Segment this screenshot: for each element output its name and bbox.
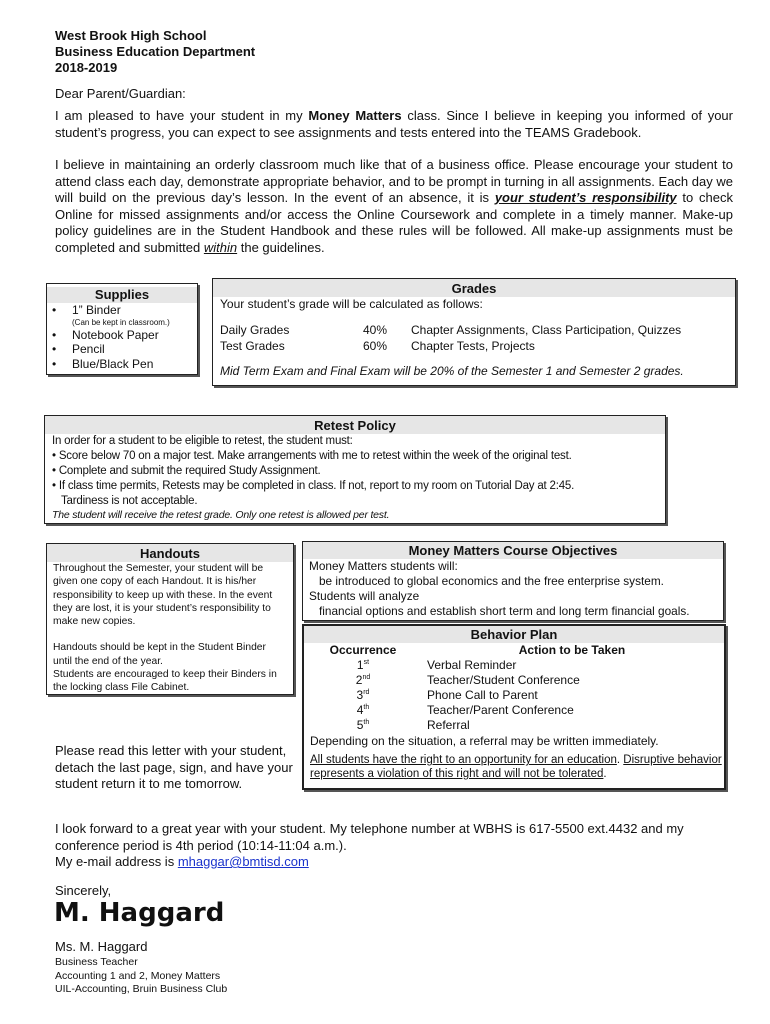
supply-item: • Pencil: [52, 342, 197, 357]
handouts-p3: Students are encouraged to keep their Binders in the locking class File Cabinet.: [53, 669, 277, 694]
department-name: Business Education Department: [55, 44, 256, 59]
grades-title: Grades: [213, 279, 735, 297]
retest-box: [44, 415, 666, 524]
objectives-box: [302, 541, 724, 621]
behavior-row: 5th Referral: [356, 718, 470, 732]
course-name: Money Matters: [308, 108, 402, 123]
signature: M. Haggard: [54, 898, 225, 928]
retest-title: Retest Policy: [45, 416, 665, 434]
responsibility-emphasis: your student’s responsibility: [494, 190, 677, 205]
behavior-col-occurrence: Occurrence: [329, 643, 397, 657]
paragraph-expectations: I believe in maintaining an orderly classroom much like that of a business office. Please encourage your student to attend class each day, demonstrate appropriate behavior, and to be prompt in turning in all assignments. Each day we will build on the previous day’s lesson. In the event of an absence, it is your student’s responsibility to check Online for missed assignments and/or access the Online Coursework and complete in a timely manner. Make-up policy guidelines are in the Student Handbook and these rules will be followed. All make-up assignments must be completed and submitted within the guidelines.: [55, 157, 733, 255]
retest-bullet: • If class time permits, Retests may be completed in class. If not, report to my room on Tutorial Day at 2:45.: [52, 480, 575, 492]
sincerely: Sincerely,: [55, 883, 112, 898]
objectives-line: Money Matters students will:: [309, 559, 458, 573]
handouts-p2: Handouts should be kept in the Student Binder until the end of the year.: [53, 642, 266, 667]
paragraph-intro: I am pleased to have your student in my Money Matters class. Since I believe in keeping you informed of your student’s progress, you can expect to see assignments and tests entered into the TEAMS Gradebook.: [55, 108, 733, 140]
handouts-title: Handouts: [47, 544, 293, 562]
email-link[interactable]: mhaggar@bmtisd.com: [177, 854, 309, 869]
grades-intro: Your student’s grade will be calculated as follows:: [220, 297, 483, 311]
closing-contact: I look forward to a great year with your student. My telephone number at WBHS is 617-5500 ext.4432 and my conference period is 4th period (10:14-11:04 a.m.).: [55, 821, 684, 853]
grades-table: [220, 322, 681, 354]
retest-intro: In order for a student to be eligible to retest, the student must:: [52, 435, 353, 447]
supply-item: • Notebook Paper: [52, 328, 197, 343]
retest-bullet: • Complete and submit the required Study Assignment.: [52, 465, 321, 477]
behavior-col-action: Action to be Taken: [518, 643, 626, 657]
teacher-name: Ms. M. Haggard: [55, 939, 148, 954]
handouts-box: [46, 543, 294, 695]
grades-box: [212, 278, 736, 386]
retest-note: The student will receive the retest grade. Only one retest is allowed per test.: [52, 509, 390, 521]
objectives-title: Money Matters Course Objectives: [303, 542, 723, 559]
handouts-p1: Throughout the Semester, your student will be given one copy of each Handout. It is his/her responsibility to keep up with these. In the event they are lost, it is your student’s responsibility to make new copies.: [53, 563, 273, 628]
behavior-box: [302, 624, 726, 790]
return-instructions: Please read this letter with your student, detach the last page, sign, and have your student return it to me tomorrow.: [55, 743, 293, 791]
retest-bullet: • Score below 70 on a major test. Make arrangements with me to retest within the week of the original test.: [52, 450, 572, 462]
behavior-row: 1st Verbal Reminder: [356, 658, 517, 672]
supply-item: • 1” Binder (Can be kept in classroom.): [52, 303, 197, 328]
objectives-line: Students will analyze: [309, 589, 420, 603]
school-name: West Brook High School: [55, 28, 207, 43]
behavior-title: Behavior Plan: [304, 626, 724, 643]
supply-item: • Blue/Black Pen: [52, 357, 197, 372]
closing-email-line: My e-mail address is mhaggar@bmtisd.com: [55, 854, 309, 869]
behavior-note: Depending on the situation, a referral may be written immediately.: [310, 734, 659, 748]
supplies-box: [46, 283, 198, 375]
school-year: 2018-2019: [55, 60, 118, 75]
behavior-row: 2nd Teacher/Student Conference: [355, 673, 580, 687]
behavior-rights: All students have the right to an opportunity for an education. Disruptive behavior represents a violation of this right and will not be tolerated.: [310, 754, 722, 780]
supply-note: (Can be kept in classroom.): [72, 317, 170, 327]
grade-row: Daily Grades 40% Chapter Assignments, Class Participation, Quizzes: [220, 323, 682, 337]
letter-header: [55, 28, 255, 76]
grades-note: Mid Term Exam and Final Exam will be 20% of the Semester 1 and Semester 2 grades.: [220, 364, 684, 378]
retest-bullet-cont: Tardiness is not acceptable.: [61, 495, 198, 507]
behavior-row: 3rd Phone Call to Parent: [356, 688, 538, 702]
behavior-row: 4th Teacher/Parent Conference: [356, 703, 574, 717]
objectives-line: financial options and establish short term and long term financial goals.: [319, 604, 690, 618]
teacher-roles: Business Teacher Accounting 1 and 2, Money Matters UIL-Accounting, Bruin Business Club: [55, 956, 228, 995]
greeting: Dear Parent/Guardian:: [55, 86, 186, 101]
objectives-line: be introduced to global economics and the free enterprise system.: [319, 574, 664, 588]
within-emphasis: within: [203, 239, 238, 255]
supplies-title: Supplies: [47, 287, 197, 303]
closing-paragraph: [55, 821, 745, 871]
grade-row: Test Grades 60% Chapter Tests, Projects: [220, 339, 535, 353]
